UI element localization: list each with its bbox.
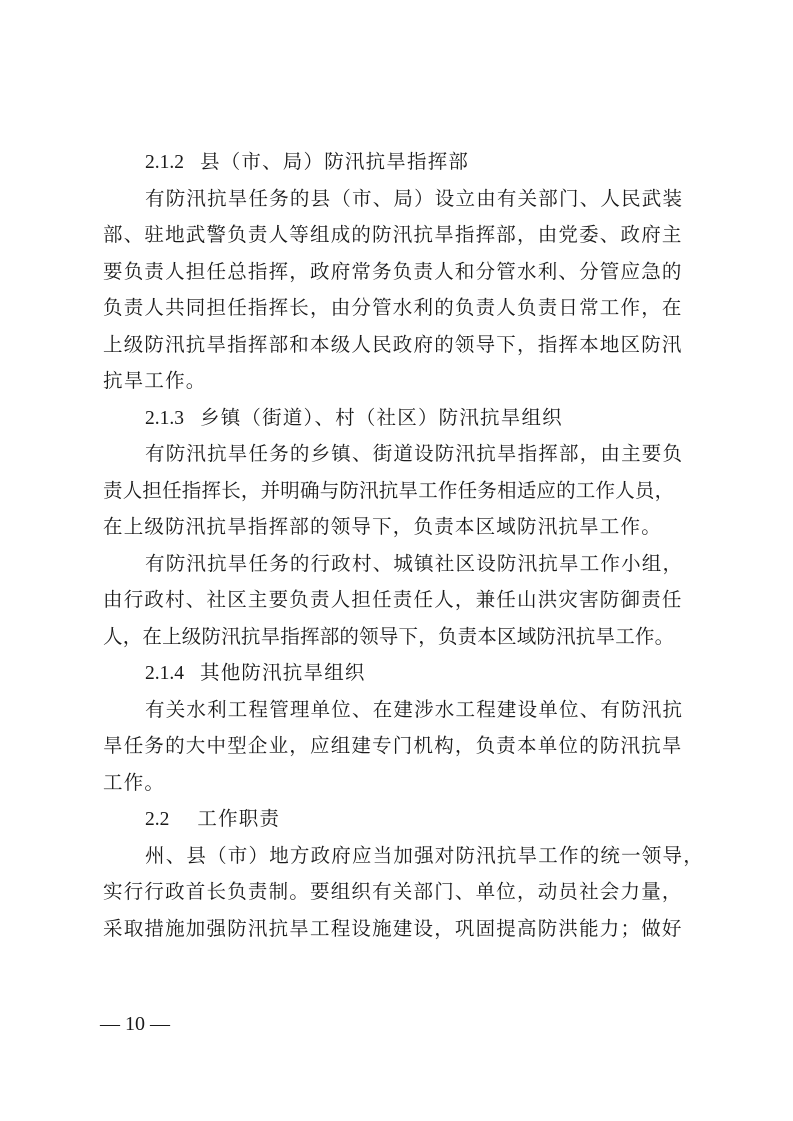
paragraph-line: 人，在上级防汛抗旱指挥部的领导下，负责本区域防汛抗旱工作。	[103, 624, 675, 648]
section-heading-2-1-2	[103, 144, 695, 181]
document-body	[103, 144, 704, 947]
section-title: 工作职责	[197, 807, 281, 830]
paragraph-line: 有防汛抗旱任务的行政村、城镇社区设防汛抗旱工作小组，	[145, 551, 684, 575]
paragraph-line: 工作。	[103, 770, 166, 794]
section-number: 2.2	[145, 809, 170, 830]
section-heading-2-2	[103, 801, 695, 838]
paragraph-line: 在上级防汛抗旱指挥部的领导下，负责本区域防汛抗旱工作。	[103, 515, 662, 538]
paragraph-line: 有防汛抗旱任务的县（市、局）设立由有关部门、人民武装	[145, 186, 684, 210]
paragraph-line: 采取措施加强防汛抗旱工程设施建设，巩固提高防洪能力；做好	[103, 916, 683, 940]
paragraph-line: 部、驻地武警负责人等组成的防汛抗旱指挥部，由党委、政府主	[103, 223, 683, 246]
paragraph-line: 上级防汛抗旱指挥部和本级人民政府的领导下，指挥本地区防汛	[103, 332, 683, 356]
paragraph-line: 有防汛抗旱任务的乡镇、街道设防汛抗旱指挥部，由主要负	[145, 442, 684, 465]
section-title: 乡镇（街道）、村（社区）防汛抗旱组织	[200, 405, 563, 429]
section-number: 2.1.2	[145, 152, 184, 173]
section-heading-2-1-4	[103, 655, 695, 692]
section-heading-2-1-3	[103, 400, 695, 437]
paragraph-line: 责人担任指挥长，并明确与防汛抗旱工作任务相适应的工作人员，	[103, 478, 675, 502]
page-number: — 10 —	[100, 1013, 170, 1035]
paragraph-line: 旱任务的大中型企业，应组建专门机构，负责本单位的防汛抗旱	[103, 734, 683, 757]
paragraph-line: 负责人共同担任指挥长，由分管水利的负责人负责日常工作，在	[103, 296, 683, 319]
paragraph-line: 有关水利工程管理单位、在建涉水工程建设单位、有防汛抗	[145, 697, 684, 721]
paragraph-line: 实行行政首长负责制。要组织有关部门、单位，动员社会力量，	[103, 880, 683, 903]
section-title: 其他防汛抗旱组织	[200, 661, 366, 684]
paragraph-line: 州、县（市）地方政府应当加强对防汛抗旱工作的统一领导，	[145, 843, 704, 867]
paragraph-line: 要负责人担任总指挥，政府常务负责人和分管水利、分管应急的	[103, 259, 683, 283]
paragraph-line: 由行政村、社区主要负责人担任责任人，兼任山洪灾害防御责任	[103, 588, 683, 611]
paragraph-line: 抗旱工作。	[103, 369, 207, 392]
section-number: 2.1.3	[145, 407, 184, 429]
section-title: 县（市、局）防汛抗旱指挥部	[200, 150, 470, 173]
section-number: 2.1.4	[145, 663, 184, 684]
